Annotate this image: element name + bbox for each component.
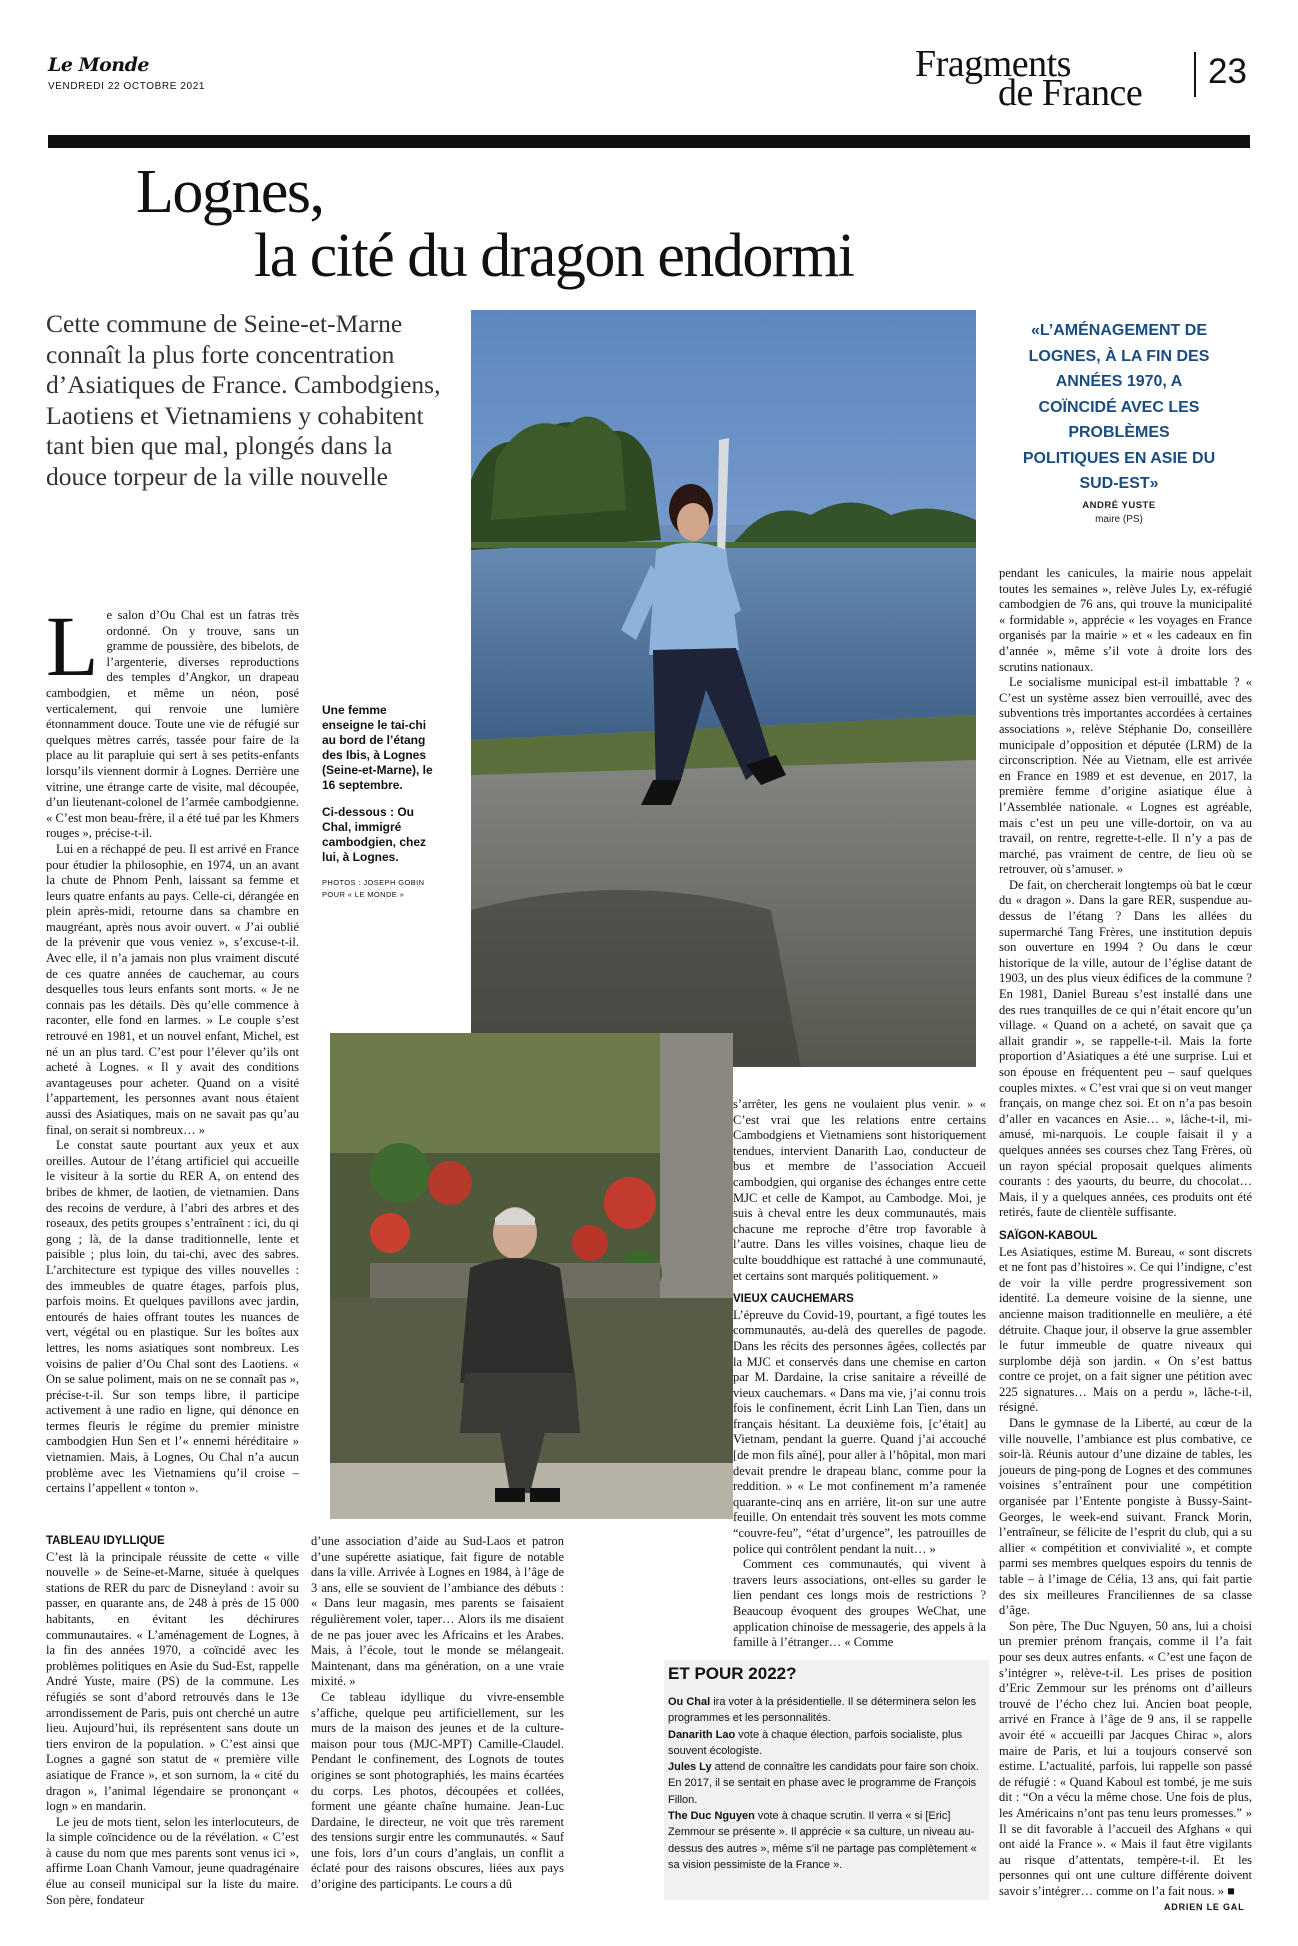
article-paragraph	[46, 598, 299, 842]
box-item-text: vote à chaque élection, parfois socialiste, plus souvent écologiste.	[668, 1728, 963, 1757]
article-paragraph: De fait, on chercherait longtemps où bat le cœur du « dragon ». Dans la gare RER, suspendue au-dessus de l’étang ? Dans les allées du supermarché Tang Frères, une institution depuis son ouverture en 1994 ? Ou dans le cœur historique de la ville, autour de l’église datant de 1903, un des plus vieux édifices de la commune ? En 1981, Daniel Bureau s’est installé dans une des rues tranquilles de ce qui n’était encore qu’un village. « Quand on a acheté, on savait que ça allait grandir », se rappelle-t-il. Mais la forte proportion d’Asiatiques a été une surprise. Lui et son épouse en fréquentent peu – sauf quelques couples mixtes. « C’est vrai que si on veut manger français, on mange chez soi. Et on n’a pas besoin d’aller en vacances en Asie… », lâche-t-il, mi-amusé, mi-narquois. Le couple faisait il y a quelques années ses courses chez Tang Frères, où un rayon spécial proposait quelques aliments courants : des yaourts, du beurre, du chocolat… Mais, il y a quelques années, ces produits ont été retirés, faute de clientèle suffisante.	[999, 877, 1252, 1220]
pull-quote-author: ANDRÉ YUSTE	[1082, 500, 1156, 511]
subheading-tableau-idyllique: TABLEAU IDYLLIQUE	[46, 1535, 165, 1547]
photo-caption	[322, 703, 440, 901]
photo-credit-line-2: POUR « LE MONDE »	[322, 890, 405, 899]
caption-main: Une femme enseigne le tai-chi au bord de l’étang des Ibis, à Lognes (Seine-et-Marne), le 16 septembre.	[322, 703, 433, 792]
box-title: ET POUR 2022?	[668, 1664, 797, 1683]
box-item-name: Ou Chal	[668, 1696, 711, 1708]
page-number: 23	[1208, 52, 1247, 91]
article-paragraph: Son père, The Duc Nguyen, 50 ans, lui a choisi un premier prénom français, comme il l’a fait pour ses deux autres enfants. « C’est une façon de s’intégrer », relève-t-il. Les prises de position d’Eric Zemmour sur les prénoms ont d’ailleurs trouvé de l’écho chez lui. Ancien boat people, arrivé en France à l’âge de 9 ans, il se rappelle avoir été « accueilli par Jacques Chirac », alors maire de Paris, et lui a toujours conservé son estime. L’actualité, parfois, lui rappelle son passé de réfugié : « Quand Kaboul est tombé, je me suis dit : “On a vécu la même chose. Une fois de plus, les Américains n’ont pas tenu leurs promesses.” » Il se dit favorable à l’accueil des Afghans « qui ont aidé la France ». « Mais il faut être vigilants au risque d’attentats, tempère-t-il. Et les personnes qui ont une culture différente doivent savoir s’intégrer… comme on l’a fait nous. » ■	[999, 1618, 1252, 1898]
standfirst: Cette commune de Seine-et-Marne connaît la plus forte concentration d’Asiatiques de France. Cambodgiens, Laotiens et Vietnamiens y cohabitent tant bien que mal, plongés dans la douce torpeur de la ville nouvelle	[46, 309, 441, 491]
article-paragraph: Comment ces communautés, qui vivent à travers leurs associations, ont-elles su garder le lien pendant ces longs mois de restrictions ? Beaucoup évoquent des groupes WeChat, une application chinoise de messagerie, des appels à la famille à l’étranger… « Comme	[733, 1557, 986, 1650]
box-item-name: Danarith Lao	[668, 1728, 736, 1741]
box-item	[668, 1727, 986, 1760]
article-paragraph: Le constat saute pourtant aux yeux et aux oreilles. Autour de l’étang artificiel qui accueille le visiteur à la sortie du RER A, on entend des bribes de khmer, de laotien, de vietnamien. Dans des recoins de verdure, à l’abri des arbres et des roseaux, des petits groupes s’entraînent : ici, du qi gong ; là, de la danse traditionnelle, lente et paisible ; plus loin, du tai-chi, avec des sabres. L’architecture est typique des villes nouvelles : des immeubles de quatre étages, parfois plus, parfois moins. Et quelques pavillons avec jardin, entourés de haies offrant toutes les nuances de vert, végétal ou en plastique. Sur les boîtes aux lettres, les noms asiatiques sont nombreux. Les voisins de palier d’Ou Chal sont des Laotiens. « On se salue poliment, mais on ne se connaît pas », précise-t-il. Sur son temps libre, il participe activement à une radio en ligne, qui dénonce en termes fleuris le régime du premier ministre cambodgien Hun Sen et l’« ennemi héréditaire » vietnamien. Mais, à Lognes, Ou Chal n’a aucun problème avec les Vietnamiens qu’il croise – certains l’appellent « tonton ».	[46, 1138, 299, 1496]
newspaper-logo: Le Monde	[48, 54, 149, 76]
article-paragraph: Dans le gymnase de la Liberté, au cœur de la ville nouvelle, l’ambiance est plus combative, ce soir-là. Réunis autour d’une dizaine de tables, les joueurs de ping-pong de Lognes et des communes voisines s’entraînent pour une compétition organisée par l’Entente pongiste à Bussy-Saint-Georges, le week-end suivant. Franck Morin, l’entraîneur, se félicite de l’esprit du club, qui a su allier « compétition et convivialité », et compte parmi ses membres quelques espoirs du tennis de table – à l’image de Célia, 13 ans, qui fait partie des six meilleures Franciliennes de sa classe d’âge.	[999, 1416, 1252, 1618]
article-column-4	[999, 566, 1252, 1899]
page-number-divider	[1194, 52, 1196, 97]
photo-credit	[322, 877, 440, 901]
article-paragraph: d’une association d’aide au Sud-Laos et patron d’une supérette asiatique, fait figure de notable dans la ville. Arrivée à Lognes en 1984, à l’âge de 3 ans, elle se souvient de l’ambiance des débuts : « Dans leur magasin, mes parents se faisaient régulièrement voler, taper… Alors ils me disaient de ne pas jouer avec les Africains et les Arabes. Mais, à l’école, tout le monde se mélangeait. Maintenant, dans ma génération, on a une vraie mixité. »	[311, 1534, 564, 1689]
article-paragraph: C’est là la principale réussite de cette « ville nouvelle » de Seine-et-Marne, située à quelques stations de RER du parc de Disneyland : avoir su passer, en quarante ans, de 248 à près de 15 000 habitants, en évitant les déchirures communautaires. « L’aménagement de Lognes, à la fin des années 1970, a coïncidé avec les problèmes politiques en Asie du Sud-Est, rappelle André Yuste, maire (PS) de la commune. Les réfugiés se sont d’abord retrouvés dans le 13e arrondissement de Paris, puis ont cherché un autre lieu. Aujourd’hui, ils représentent sans doute un tiers environ de la population. » C’est ainsi que Lognes a gagné son statut de « première ville asiatique de France », et son surnom, la « cité du dragon », l’animal légendaire se prononçant « logn » en mandarin.	[46, 1549, 299, 1814]
headline	[136, 160, 854, 288]
article-paragraph: Lui en a réchappé de peu. Il est arrivé en France pour étudier la philosophie, en 1974, un an avant la chute de Phnom Penh, laissant sa femme et leurs quatre enfants au pays. Celle-ci, dérangée en plein après-midi, retourne dans sa chambre en maugréant, après nous avoir ouvert. « J’ai oublié de la prévenir que vous veniez », s’excuse-t-il. Avec elle, il n’a jamais non plus vraiment discuté de ces quatre années de cauchemar, au cours desquelles tous leurs enfants sont morts. « Je ne connais pas les détails. Dès qu’elle commence à raconter, elle fond en larmes. » Le couple s’est retrouvé en 1981, et un nouvel enfant, Michel, est né un an plus tard. C’est pour l’élever qu’ils ont acheté à Lognes. « Il y avait des conditions avantageuses pour acheter. Quand on a visité l’appartement, les personnes avant nous étaient aussi des Asiatiques, mais on ne savait pas qu’au final, on serait si nombreux… »	[46, 841, 299, 1137]
subheading-saigon-kaboul: SAÏGON-KABOUL	[999, 1229, 1098, 1242]
article-column-3	[733, 1097, 986, 1651]
article-paragraph: Le jeu de mots tient, selon les interlocuteurs, de la simple coïncidence ou de la révélation. « C’est à cause du nom que mes parents sont venus ici », affirme Loan Chanh Vamour, jeune quadragénaire élue au conseil municipal sur la liste du maire. Son père, fondateur	[46, 1814, 299, 1907]
photo-credit-line-1: PHOTOS : JOSEPH GOBIN	[322, 878, 425, 887]
article-paragraph: pendant les canicules, la mairie nous appelait toutes les semaines », relève Jules Ly, ex-réfugié cambodgien de 76 ans, qui trouve la municipalité « formidable », apprécie « les voyages en France organisés par la mairie » et « les cadeaux en fin d’année », même s’il vote à droite lors des scrutins nationaux.	[999, 566, 1252, 674]
article-paragraph: Ce tableau idyllique du vivre-ensemble s’affiche, quelque peu artificiellement, sur les murs de la maison des jeunes et de la culture-maison pour tous (MJC-MPT) Camille-Claudel. Pendant le confinement, des Lognots de toutes origines se sont photographiés, les mains écartées du corps. Les photos, découpées et collées, forment une géante chaîne humaine. Jean-Luc Dardaine, le directeur, ne voit que très rarement des tensions surgir entre les communautés. « Sauf une fois, lors d’un cours d’anglais, un conflit a éclaté pour des raisons obscures, liées aux pays d’origine des participants. Le cours a dû	[311, 1689, 564, 1892]
box-item-text: vote à chaque scrutin. Il verra « si [Eric] Zemmour se présente ». Il apprécie « sa culture, un niveau au-dessus des autres », même s’il ne partage pas complètement « sa vision pessimiste de la France ».	[668, 1810, 977, 1871]
photo-ou-chal	[330, 1033, 733, 1519]
article-paragraph: L’épreuve du Covid-19, pourtant, a figé toutes les communautés, au-delà des querelles de pagode. Dans les récits des personnes âgées, collectés par la MJC et conservés dans une chemise en carton par M. Dardaine, la crise sanitaire a réveillé de vieux cauchemars. « Dans ma vie, j’ai connu trois fois le confinement, écrit Linh Lan Tien, dans un français hésitant. La deuxième fois, [c’était] au Vietnam, pendant la guerre. Quand j’ai accouché [de mon fils aîné], pour aller à l’hôpital, mon mari devait prendre le drapeau blanc, comme pour la reddition. » « Le mot confinement m’a ramenée quarante-cinq ans en arrière, lit-on sur une autre feuille. On entendait très souvent les mots comme “couvre-feu”, “état d’urgence”, les patrouilles de police qui contrôlent pendant la nuit… »	[733, 1307, 986, 1556]
box-item	[668, 1759, 986, 1808]
pull-quote-role: maire (PS)	[1095, 514, 1143, 525]
article-paragraph: Les Asiatiques, estime M. Bureau, « sont discrets et ne font pas d’histoires ». Ce qui l’indigne, c’est de voir la ville perdre progressivement son identité. La demeure voisine de la sienne, une ancienne maison traditionnelle en meulière, a été détruite. Chaque jour, il observe la grue assembler le futur immeuble de quatre niveaux qui surplombe déjà son jardin. « On s’est battus contre ce projet, on a fait signer une pétition avec 225 signatures… Mais on a perdu », lâche-t-il, résigné.	[999, 1244, 1252, 1415]
section-rubric	[915, 43, 1179, 114]
article-column-2	[311, 1534, 564, 1893]
pull-quote: «L’AMÉNAGEMENT DE LOGNES, À LA FIN DES ANNÉES 1970, A COÏNCIDÉ AVEC LES PROBLÈMES POLITIQUES EN ASIE DU SUD-EST»	[1022, 322, 1216, 492]
box-item-text: attend de connaître les candidats pour faire son choix. En 2017, il se sentait en phase avec le programme de François Fillon.	[668, 1761, 979, 1806]
box-item-text: ira voter à la présidentielle. Il se déterminera selon les programmes et les personnalités.	[668, 1696, 977, 1725]
box-content	[668, 1694, 986, 1873]
headline-line-1: Lognes,	[136, 158, 324, 226]
subheading-vieux-cauchemars: VIEUX CAUCHEMARS	[733, 1293, 854, 1306]
box-item-name: Jules Ly	[668, 1761, 712, 1774]
rubric-line-1: Fragments	[915, 43, 1071, 85]
article-column-1	[46, 598, 299, 1497]
box-item	[668, 1694, 986, 1727]
drop-cap: L	[46, 598, 99, 694]
headline-line-2: la cité du dragon endormi	[254, 222, 854, 290]
caption-second: Ci-dessous : Ou Chal, immigré cambodgien, chez lui, à Lognes.	[322, 805, 427, 864]
article-column-1-bottom	[46, 1534, 299, 1908]
article-paragraph: Le socialisme municipal est-il imbattable ? « C’est un système assez bien verrouillé, avec des subventions très importantes accordées à certaines associations », relève Stéphanie Do, conseillère municipale d’opposition et députée (LRM) de la circonscription. Née au Vietnam, elle est arrivée en France en 1989 et est devenue, en 2017, la première femme d’origine asiatique élue à l’Assemblée nationale. « Lognes est agréable, mais c’est un peu une ville-dortoir, on va au travail, on rentre, regrette-t-elle. Il n’y a pas de marché, pas vraiment de centre, de lieu où se retrouver, où s’amuser. »	[999, 675, 1252, 877]
paragraph-text: e salon d’Ou Chal est un fatras très ordonné. On y trouve, sans un gramme de poussière, des bibelots, de l’argenterie, diverses reproductions des temples d’Angkor, un drapeau cambodgien, et même un néon, posé verticalement, qui renvoie une lumière étonnamment douce. Toute une vie de réfugié sur quelques mètres carrés, tassée pour faire de la place au lit parapluie qui sert à ses petits-enfants lorsqu’ils viennent dormir à Lognes. Derrière une vitrine, une étrange carte de visite, mal découpée, d’un lieutenant-colonel de l’armée cambodgienne. « C’est mon beau-frère, il a été tué par les Khmers rouges », précise-t-il.	[46, 608, 299, 841]
box-item	[668, 1808, 986, 1873]
header-rule	[48, 135, 1250, 148]
author-signature: ADRIEN LE GAL	[1164, 1902, 1245, 1912]
rubric-line-2: de France	[998, 72, 1143, 114]
photo-tai-chi-lake	[471, 310, 976, 1067]
article-paragraph: s’arrêter, les gens ne voulaient plus venir. » « C’est vrai que les relations entre certains Cambodgiens et Vietnamiens sont historiquement tendues, intervient Danarith Lao, conducteur de bus et membre de l’association Accueil cambodgien, qui organise des échanges entre cette MJC et celle de Kampot, au Cambodge. Moi, je suis à cheval entre les deux communautés, mais chacune me reproche d’être trop favorable à l’autre. Dans les villes voisines, chaque lieu de culte bouddhique est rattaché à une communauté, et certains sont marqués politiquement. »	[733, 1097, 986, 1283]
issue-date: VENDREDI 22 OCTOBRE 2021	[48, 81, 206, 92]
box-item-name: The Duc Nguyen	[668, 1810, 755, 1823]
